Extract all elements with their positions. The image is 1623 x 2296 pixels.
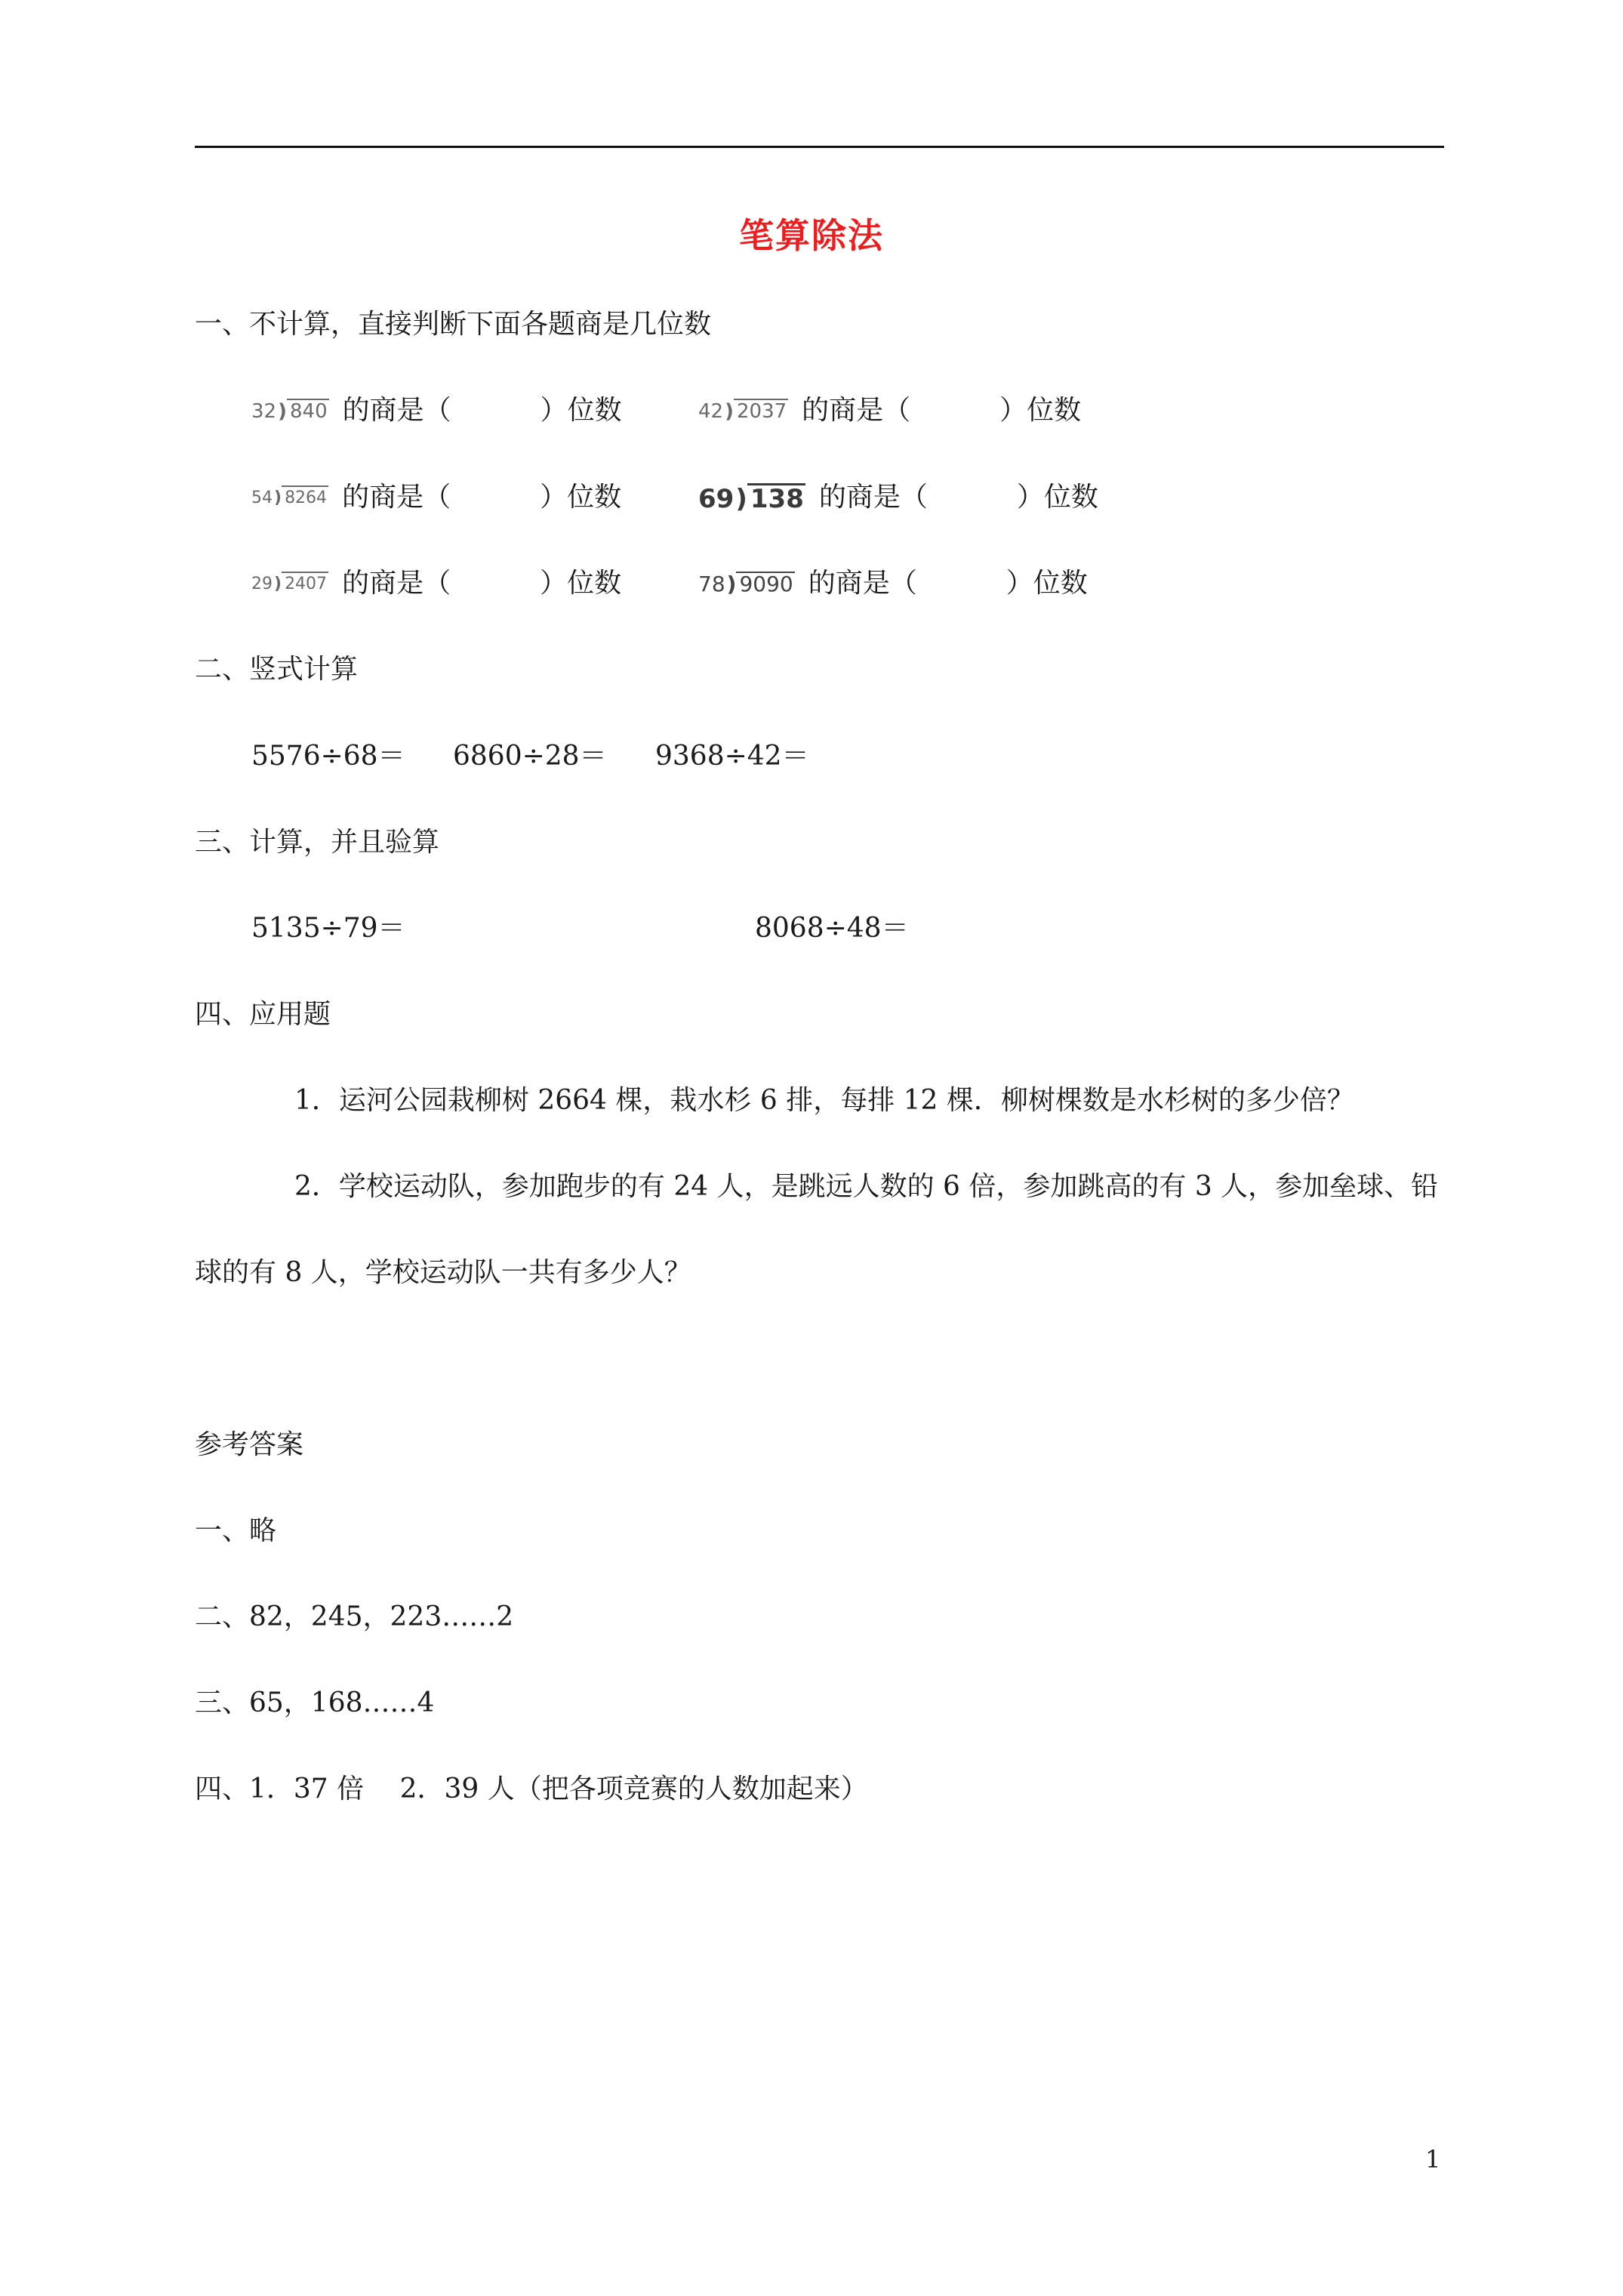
vertical-calc-problem-2: 6860÷28＝ <box>453 741 607 772</box>
digit-count-label: ）位数 <box>540 568 622 599</box>
section-3-heading: 三、计算，并且验算 <box>195 827 440 858</box>
divisor: 54 <box>251 488 273 507</box>
long-division-notation: 69 ) 138 <box>698 483 804 514</box>
quotient-prompt: 的商是（ <box>342 482 451 513</box>
answers-heading: 参考答案 <box>195 1429 304 1460</box>
dividend: 8264 <box>282 485 328 510</box>
dividend: 840 <box>287 399 329 423</box>
quotient-prompt: 的商是（ <box>342 395 451 426</box>
word-problem-2-line-2: 球的有 8 人，学校运动队一共有多少人？ <box>195 1257 691 1288</box>
section-1-heading: 一、不计算，直接判断下面各题商是几位数 <box>195 309 712 340</box>
division-problem-3 <box>251 479 621 516</box>
division-problem-5 <box>251 566 621 602</box>
quotient-prompt: 的商是（ <box>342 568 451 599</box>
vertical-calc-problem-1: 5576÷68＝ <box>251 741 405 772</box>
answer-4: 四、1．37 倍 2．39 人（把各项竞赛的人数加起来） <box>195 1774 868 1804</box>
page-title: 笔算除法 <box>739 215 884 256</box>
digit-count-label: ）位数 <box>1006 568 1088 599</box>
answer-2: 二、82，245，223……2 <box>195 1601 514 1632</box>
divisor: 32 <box>251 400 277 423</box>
dividend: 138 <box>747 483 805 513</box>
divisor: 78 <box>698 572 725 596</box>
quotient-prompt: 的商是（ <box>808 568 917 599</box>
word-problem-1: 1．运河公园栽柳树 2664 棵，栽水杉 6 排，每排 12 棵．柳树棵数是水杉树的多少倍？ <box>294 1085 1354 1116</box>
digit-count-label: ）位数 <box>999 395 1082 426</box>
vertical-calc-problem-3: 9368÷42＝ <box>655 741 809 772</box>
header-rule <box>195 146 1444 148</box>
long-division-notation: 42 ) 2037 <box>698 400 787 423</box>
quotient-prompt: 的商是（ <box>802 395 911 426</box>
division-problem-1 <box>251 393 622 429</box>
long-division-notation: 78 ) 9090 <box>698 572 793 596</box>
page-number: 1 <box>1425 2145 1441 2174</box>
dividend: 2037 <box>734 399 788 423</box>
section-4-heading: 四、应用题 <box>195 999 331 1030</box>
divisor: 69 <box>698 483 735 514</box>
answer-3: 三、65，168……4 <box>195 1687 435 1718</box>
long-division-notation: 29 ) 2407 <box>251 572 328 596</box>
long-division-notation: 32 ) 840 <box>251 400 328 423</box>
digit-count-label: ）位数 <box>540 482 622 513</box>
answer-1: 一、略 <box>195 1515 277 1546</box>
digit-count-label: ）位数 <box>540 395 622 426</box>
long-division-notation: 54 ) 8264 <box>251 485 328 510</box>
check-calc-problem-2: 8068÷48＝ <box>755 913 909 944</box>
word-problem-2-line-1: 2．学校运动队，参加跑步的有 24 人，是跳远人数的 6 倍，参加跳高的有 3 人，参加垒球、铅 <box>294 1171 1439 1202</box>
dividend: 9090 <box>736 572 794 596</box>
section-2-heading: 二、竖式计算 <box>195 654 359 685</box>
division-problem-4 <box>698 479 1098 516</box>
quotient-prompt: 的商是（ <box>818 482 928 513</box>
dividend: 2407 <box>282 572 328 596</box>
divisor: 42 <box>698 400 724 423</box>
divisor: 29 <box>251 575 273 593</box>
check-calc-problem-1: 5135÷79＝ <box>251 913 405 944</box>
digit-count-label: ）位数 <box>1016 482 1098 513</box>
division-problem-6 <box>698 566 1088 602</box>
division-problem-2 <box>698 393 1081 429</box>
